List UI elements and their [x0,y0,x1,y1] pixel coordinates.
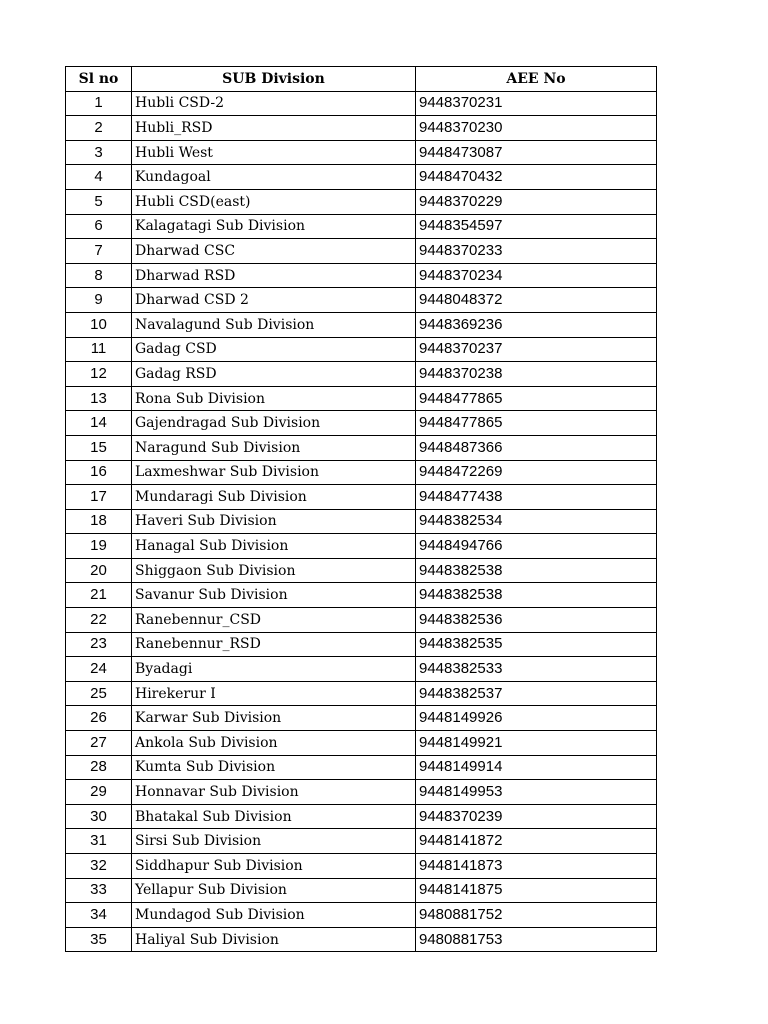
table-row [66,558,657,583]
table-row [66,214,657,239]
table-row [66,804,657,829]
sl-no-cell: 28 [66,755,132,780]
sub-division-cell: Mundagod Sub Division [132,903,416,928]
sl-no-cell: 16 [66,460,132,485]
aee-number-cell: 9448048372 [416,288,657,313]
sl-no-cell: 24 [66,657,132,682]
table-row [66,239,657,264]
table-row [66,657,657,682]
aee-number-cell: 9448382538 [416,583,657,608]
aee-number-cell: 9448149921 [416,731,657,756]
sub-division-cell: Gadag CSD [132,337,416,362]
sl-no-cell: 12 [66,362,132,387]
sub-division-cell: Ranebennur_CSD [132,608,416,633]
sub-division-cell: Sirsi Sub Division [132,829,416,854]
aee-number-cell: 9448382533 [416,657,657,682]
table-row [66,608,657,633]
sl-no-cell: 23 [66,632,132,657]
aee-number-cell: 9448149926 [416,706,657,731]
aee-number-cell: 9448141875 [416,878,657,903]
sl-no-cell: 35 [66,927,132,952]
aee-number-cell: 9448354597 [416,214,657,239]
sl-no-cell: 5 [66,189,132,214]
sl-no-cell: 1 [66,91,132,116]
aee-number-cell: 9448141873 [416,854,657,879]
sl-no-cell: 4 [66,165,132,190]
sl-no-cell: 11 [66,337,132,362]
sub-division-cell: Shiggaon Sub Division [132,558,416,583]
sl-no-cell: 30 [66,804,132,829]
aee-number-cell: 9448382536 [416,608,657,633]
aee-number-cell: 9448149953 [416,780,657,805]
sub-division-cell: Byadagi [132,657,416,682]
sub-division-cell: Savanur Sub Division [132,583,416,608]
sub-division-cell: Hubli_RSD [132,116,416,141]
table-row [66,435,657,460]
sub-division-cell: Honnavar Sub Division [132,780,416,805]
sl-no-cell: 27 [66,731,132,756]
sub-division-cell: Kumta Sub Division [132,755,416,780]
sl-no-cell: 10 [66,312,132,337]
table-row [66,509,657,534]
sub-division-cell: Rona Sub Division [132,386,416,411]
sub-division-table [65,66,657,952]
sl-no-cell: 32 [66,854,132,879]
table-row [66,337,657,362]
sub-division-cell: Hubli West [132,140,416,165]
sub-division-cell: Hubli CSD(east) [132,189,416,214]
sub-division-cell: Karwar Sub Division [132,706,416,731]
table-row [66,485,657,510]
table-row [66,755,657,780]
aee-number-cell: 9448370229 [416,189,657,214]
sl-no-cell: 19 [66,534,132,559]
table-row [66,731,657,756]
aee-number-cell: 9448370233 [416,239,657,264]
sl-no-cell: 15 [66,435,132,460]
table-row [66,878,657,903]
table-body [66,91,657,952]
table-row [66,534,657,559]
aee-number-cell: 9448370237 [416,337,657,362]
sub-division-cell: Bhatakal Sub Division [132,804,416,829]
sub-division-cell: Kalagatagi Sub Division [132,214,416,239]
header-aee-no: AEE No [416,67,657,92]
table-row [66,681,657,706]
sub-division-cell: Gadag RSD [132,362,416,387]
table-row [66,460,657,485]
aee-number-cell: 9448141872 [416,829,657,854]
aee-number-cell: 9448370234 [416,263,657,288]
sl-no-cell: 14 [66,411,132,436]
table-row [66,854,657,879]
sl-no-cell: 17 [66,485,132,510]
sub-division-cell: Navalagund Sub Division [132,312,416,337]
sl-no-cell: 22 [66,608,132,633]
sub-division-cell: Hubli CSD-2 [132,91,416,116]
header-sl-no: Sl no [66,67,132,92]
table-row [66,583,657,608]
sl-no-cell: 8 [66,263,132,288]
table-row [66,780,657,805]
sl-no-cell: 9 [66,288,132,313]
sub-division-cell: Ranebennur_RSD [132,632,416,657]
table-row [66,632,657,657]
aee-number-cell: 9448149914 [416,755,657,780]
sub-division-cell: Ankola Sub Division [132,731,416,756]
aee-number-cell: 9448477438 [416,485,657,510]
aee-number-cell: 9448487366 [416,435,657,460]
aee-number-cell: 9448382535 [416,632,657,657]
sl-no-cell: 29 [66,780,132,805]
table-row [66,140,657,165]
table-row [66,411,657,436]
sub-division-cell: Gajendragad Sub Division [132,411,416,436]
aee-number-cell: 9480881752 [416,903,657,928]
aee-number-cell: 9448370230 [416,116,657,141]
aee-number-cell: 9448369236 [416,312,657,337]
header-sub-division: SUB Division [132,67,416,92]
aee-number-cell: 9448370239 [416,804,657,829]
sl-no-cell: 2 [66,116,132,141]
aee-number-cell: 9448472269 [416,460,657,485]
aee-number-cell: 9448473087 [416,140,657,165]
aee-number-cell: 9448382537 [416,681,657,706]
sl-no-cell: 25 [66,681,132,706]
aee-number-cell: 9448470432 [416,165,657,190]
aee-number-cell: 9448477865 [416,411,657,436]
sub-division-cell: Siddhapur Sub Division [132,854,416,879]
sl-no-cell: 26 [66,706,132,731]
sub-division-cell: Dharwad CSD 2 [132,288,416,313]
aee-number-cell: 9448494766 [416,534,657,559]
sl-no-cell: 33 [66,878,132,903]
table-row [66,263,657,288]
sub-division-cell: Mundaragi Sub Division [132,485,416,510]
sl-no-cell: 31 [66,829,132,854]
sub-division-cell: Kundagoal [132,165,416,190]
sub-division-cell: Yellapur Sub Division [132,878,416,903]
table-row [66,312,657,337]
aee-number-cell: 9480881753 [416,927,657,952]
table-row [66,165,657,190]
header-row [66,67,657,92]
sub-division-cell: Haveri Sub Division [132,509,416,534]
table-row [66,903,657,928]
sub-division-cell: Dharwad RSD [132,263,416,288]
sub-division-cell: Laxmeshwar Sub Division [132,460,416,485]
aee-number-cell: 9448370231 [416,91,657,116]
aee-number-cell: 9448382534 [416,509,657,534]
table-row [66,927,657,952]
sl-no-cell: 18 [66,509,132,534]
table-row [66,288,657,313]
sl-no-cell: 3 [66,140,132,165]
sl-no-cell: 13 [66,386,132,411]
sub-division-cell: Naragund Sub Division [132,435,416,460]
sl-no-cell: 7 [66,239,132,264]
table-row [66,116,657,141]
sub-division-cell: Hanagal Sub Division [132,534,416,559]
aee-number-cell: 9448382538 [416,558,657,583]
sub-division-cell: Hirekerur I [132,681,416,706]
sl-no-cell: 21 [66,583,132,608]
sl-no-cell: 20 [66,558,132,583]
sl-no-cell: 34 [66,903,132,928]
table-row [66,362,657,387]
aee-number-cell: 9448370238 [416,362,657,387]
table-row [66,829,657,854]
sl-no-cell: 6 [66,214,132,239]
aee-number-cell: 9448477865 [416,386,657,411]
table-row [66,91,657,116]
table-row [66,189,657,214]
sub-division-cell: Dharwad CSC [132,239,416,264]
sub-division-cell: Haliyal Sub Division [132,927,416,952]
table-row [66,706,657,731]
table-row [66,386,657,411]
